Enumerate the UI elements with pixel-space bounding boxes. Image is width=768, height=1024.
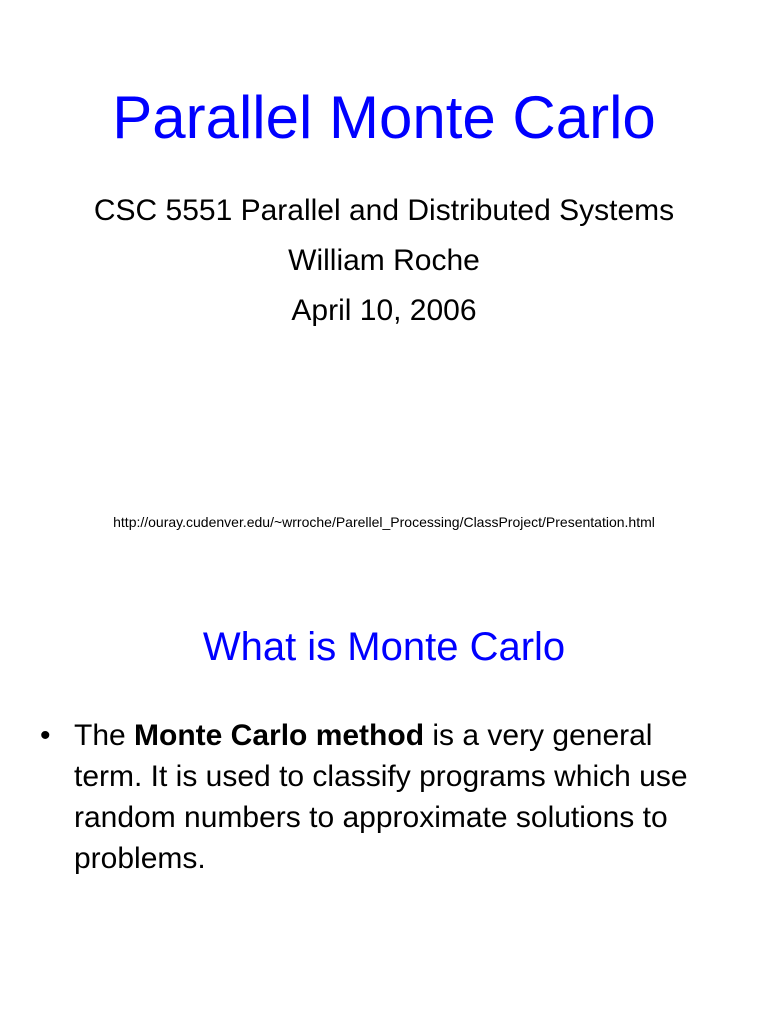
bullet-text-post: is a very general term. It is used to classify programs which use random numbers to approximate solutions to problems. (74, 719, 688, 875)
content-slide (0, 560, 768, 1024)
slide-title: Parallel Monte Carlo (112, 84, 656, 151)
bullet-marker: • (40, 719, 51, 752)
bullet-item (40, 715, 720, 879)
bullet-text-pre: The (74, 719, 135, 752)
bullet-text (74, 715, 720, 879)
presentation-date: April 10, 2006 (291, 294, 477, 327)
bullet-text-bold: Monte Carlo method (134, 719, 425, 752)
author-name: William Roche (288, 244, 480, 277)
presentation-url: http://ouray.cudenver.edu/~wrroche/Parellel_Processing/ClassProject/Presentation.html (113, 514, 655, 530)
course-name: CSC 5551 Parallel and Distributed Systems (93, 194, 675, 227)
slide-heading: What is Monte Carlo (202, 625, 566, 669)
